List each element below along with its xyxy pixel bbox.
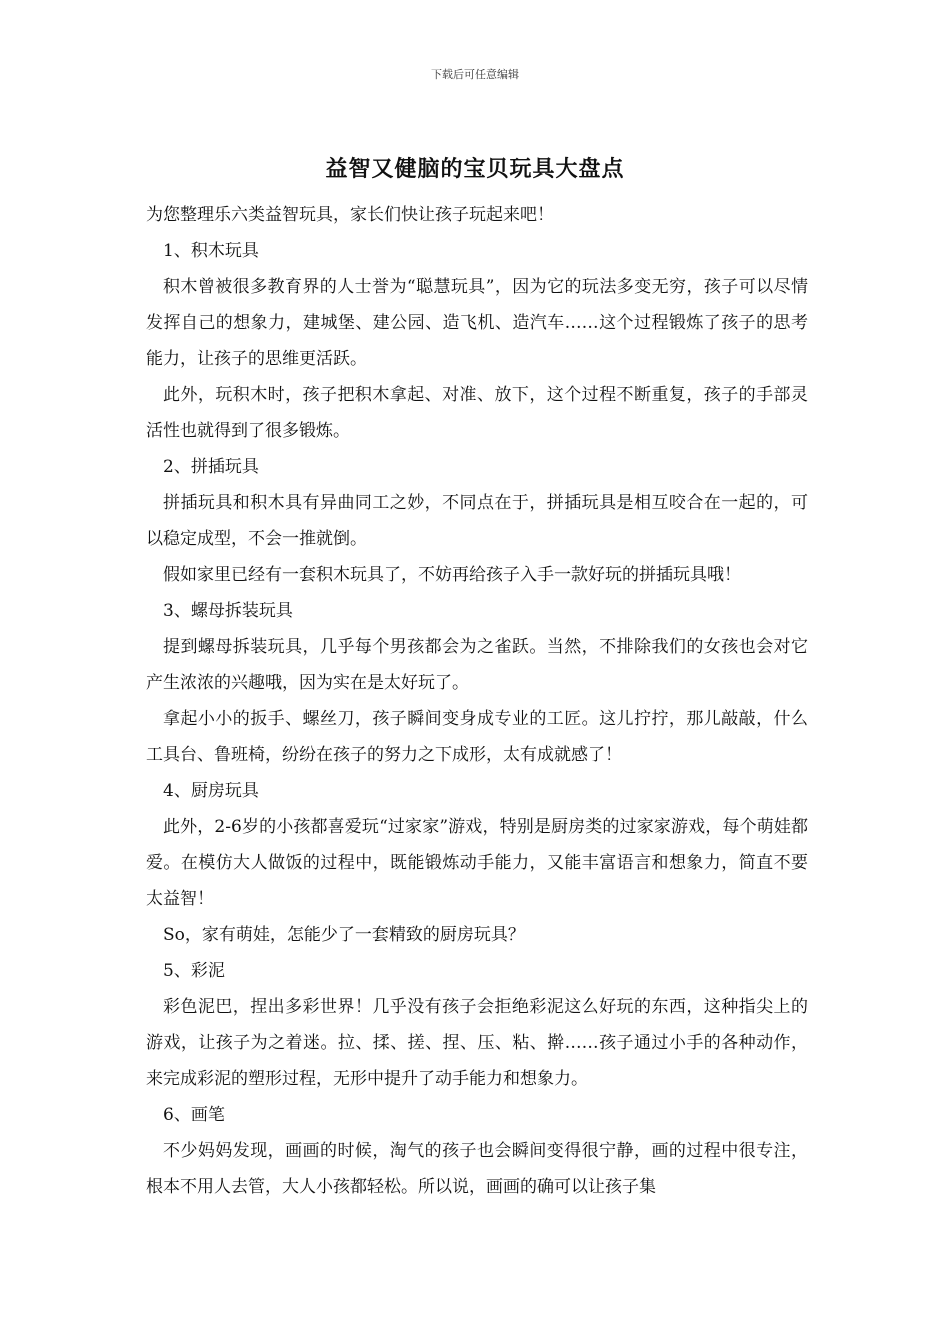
paragraph: 提到螺母拆装玩具，几乎每个男孩都会为之雀跃。当然，不排除我们的女孩也会对它产生浓浓的兴趣哦，因为实在是太好玩了。	[146, 637, 808, 693]
paragraph: 拼插玩具和积木具有异曲同工之妙，不同点在于，拼插玩具是相互咬合在一起的，可以稳定成型，不会一推就倒。	[146, 493, 808, 549]
paragraph: 此外，玩积木时，孩子把积木拿起、对准、放下，这个过程不断重复，孩子的手部灵活性也就得到了很多锻炼。	[146, 385, 808, 441]
paragraph: 拿起小小的扳手、螺丝刀，孩子瞬间变身成专业的工匠。这儿拧拧，那儿敲敲，什么工具台、鲁班椅，纷纷在孩子的努力之下成形，太有成就感了！	[146, 709, 808, 765]
paragraph: 不少妈妈发现，画画的时候，淘气的孩子也会瞬间变得很宁静，画的过程中很专注，根本不用人去管，大人小孩都轻松。所以说，画画的确可以让孩子集	[146, 1141, 808, 1197]
paragraph: 假如家里已经有一套积木玩具了，不妨再给孩子入手一款好玩的拼插玩具哦！	[163, 565, 741, 585]
section-heading: 4、厨房玩具	[163, 781, 259, 801]
section-heading: 6、画笔	[163, 1105, 225, 1125]
header-note: 下载后可任意编辑	[431, 68, 519, 81]
paragraph: So，家有萌娃，怎能少了一套精致的厨房玩具？	[163, 925, 525, 945]
paragraph: 彩色泥巴，捏出多彩世界！几乎没有孩子会拒绝彩泥这么好玩的东西，这种指尖上的游戏，让孩子为之着迷。拉、揉、搓、捏、压、粘、擀……孩子通过小手的各种动作，来完成彩泥的塑形过程，无形中提升了动手能力和想象力。	[146, 997, 808, 1089]
paragraph: 此外，2-6岁的小孩都喜爱玩“过家家”游戏，特别是厨房类的过家家游戏，每个萌娃都爱。在模仿大人做饭的过程中，既能锻炼动手能力，又能丰富语言和想象力，简直不要太益智！	[146, 817, 808, 909]
intro-paragraph: 为您整理乐六类益智玩具，家长们快让孩子玩起来吧！	[146, 205, 554, 225]
document-body	[146, 197, 808, 1205]
section-heading: 1、积木玩具	[163, 241, 259, 261]
paragraph: 积木曾被很多教育界的人士誉为“聪慧玩具”，因为它的玩法多变无穷，孩子可以尽情发挥自己的想象力，建城堡、建公园、造飞机、造汽车……这个过程锻炼了孩子的思考能力，让孩子的思维更活跃。	[146, 277, 808, 369]
section-heading: 5、彩泥	[163, 961, 225, 981]
section-heading: 2、拼插玩具	[163, 457, 259, 477]
section-heading: 3、螺母拆装玩具	[163, 601, 293, 621]
document-title: 益智又健脑的宝贝玩具大盘点	[325, 156, 625, 182]
